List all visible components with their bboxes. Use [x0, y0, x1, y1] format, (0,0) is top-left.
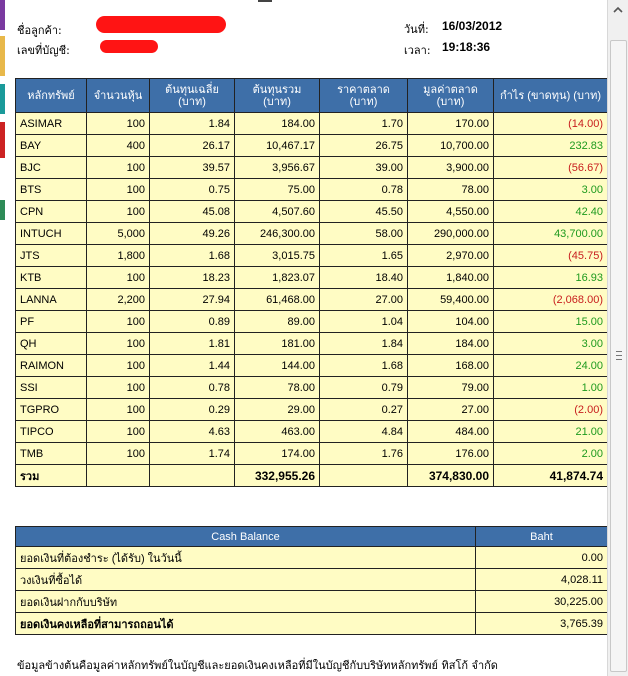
- cash-row: [16, 591, 608, 613]
- cell-market-value: 184.00: [408, 333, 494, 355]
- cell-total-cost: 75.00: [235, 179, 320, 201]
- cell-quantity: 100: [87, 311, 150, 333]
- cell-profit-loss: (56.67): [494, 157, 608, 179]
- portfolio-row: [16, 157, 608, 179]
- cell-quantity: 5,000: [87, 223, 150, 245]
- cell-profit-loss: 232.83: [494, 135, 608, 157]
- cell-market-value: 484.00: [408, 421, 494, 443]
- cash-row-label: วงเงินที่ซื้อได้: [16, 569, 476, 591]
- cash-header-baht: Baht: [476, 527, 608, 547]
- cell-avg-cost: 1.74: [150, 443, 235, 465]
- cell-avg-cost: 1.68: [150, 245, 235, 267]
- cell-symbol: TIPCO: [16, 421, 87, 443]
- cell-avg-cost: 0.75: [150, 179, 235, 201]
- cell-market-price: 1.84: [320, 333, 408, 355]
- vertical-scrollbar[interactable]: [607, 0, 628, 676]
- cell-quantity: 100: [87, 421, 150, 443]
- total-qty-empty: [87, 465, 150, 487]
- cash-row-value: 4,028.11: [476, 569, 608, 591]
- cell-market-price: 45.50: [320, 201, 408, 223]
- cell-market-price: 1.68: [320, 355, 408, 377]
- portfolio-row: [16, 135, 608, 157]
- portfolio-row: [16, 399, 608, 421]
- cell-market-price: 27.00: [320, 289, 408, 311]
- customer-label: ชื่อลูกค้า:: [17, 24, 62, 37]
- cell-profit-loss: (45.75): [494, 245, 608, 267]
- cell-total-cost: 184.00: [235, 113, 320, 135]
- cell-market-value: 168.00: [408, 355, 494, 377]
- cash-row-label: ยอดเงินคงเหลือที่สามารถถอนได้: [16, 613, 476, 635]
- cell-symbol: QH: [16, 333, 87, 355]
- cash-header-label: Cash Balance: [16, 527, 476, 547]
- cell-symbol: TGPRO: [16, 399, 87, 421]
- cell-avg-cost: 26.17: [150, 135, 235, 157]
- cell-total-cost: 181.00: [235, 333, 320, 355]
- portfolio-row: [16, 443, 608, 465]
- portfolio-row: [16, 201, 608, 223]
- cell-market-value: 176.00: [408, 443, 494, 465]
- cell-avg-cost: 4.63: [150, 421, 235, 443]
- cell-symbol: KTB: [16, 267, 87, 289]
- cell-quantity: 100: [87, 201, 150, 223]
- cell-market-value: 4,550.00: [408, 201, 494, 223]
- cash-balance-table: [15, 526, 608, 635]
- portfolio-table: [15, 78, 608, 487]
- col-header-market-value: มูลค่าตลาด (บาท): [408, 79, 494, 113]
- cell-quantity: 100: [87, 157, 150, 179]
- time-value: 19:18:36: [442, 40, 491, 54]
- cell-total-cost: 29.00: [235, 399, 320, 421]
- cell-total-cost: 1,823.07: [235, 267, 320, 289]
- cell-market-value: 170.00: [408, 113, 494, 135]
- cell-profit-loss: 42.40: [494, 201, 608, 223]
- portfolio-row: [16, 245, 608, 267]
- cell-profit-loss: 24.00: [494, 355, 608, 377]
- cell-total-cost: 463.00: [235, 421, 320, 443]
- portfolio-row: [16, 377, 608, 399]
- cell-avg-cost: 0.78: [150, 377, 235, 399]
- cell-quantity: 100: [87, 443, 150, 465]
- cell-profit-loss: 43,700.00: [494, 223, 608, 245]
- cell-avg-cost: 39.57: [150, 157, 235, 179]
- cell-quantity: 100: [87, 113, 150, 135]
- portfolio-row: [16, 113, 608, 135]
- cell-market-value: 10,700.00: [408, 135, 494, 157]
- cell-symbol: SSI: [16, 377, 87, 399]
- portfolio-row: [16, 421, 608, 443]
- cell-quantity: 100: [87, 179, 150, 201]
- cash-row-label: ยอดเงินที่ต้องชำระ (ได้รับ) ในวันนี้: [16, 547, 476, 569]
- cash-row-value: 30,225.00: [476, 591, 608, 613]
- portfolio-row: [16, 311, 608, 333]
- cell-symbol: LANNA: [16, 289, 87, 311]
- top-edge-mark: [258, 0, 272, 2]
- portfolio-row: [16, 223, 608, 245]
- cell-profit-loss: 1.00: [494, 377, 608, 399]
- cell-market-price: 1.65: [320, 245, 408, 267]
- cell-total-cost: 3,015.75: [235, 245, 320, 267]
- scroll-up-arrow-icon[interactable]: [612, 4, 624, 16]
- portfolio-row: [16, 267, 608, 289]
- cash-row-value: 0.00: [476, 547, 608, 569]
- cell-total-cost: 174.00: [235, 443, 320, 465]
- cell-symbol: BTS: [16, 179, 87, 201]
- cell-symbol: TMB: [16, 443, 87, 465]
- cell-avg-cost: 0.89: [150, 311, 235, 333]
- cash-header-row: [16, 527, 608, 547]
- cell-avg-cost: 45.08: [150, 201, 235, 223]
- cell-total-cost: 3,956.67: [235, 157, 320, 179]
- cell-market-price: 0.78: [320, 179, 408, 201]
- cash-row-value: 3,765.39: [476, 613, 608, 635]
- cell-market-price: 0.27: [320, 399, 408, 421]
- cell-quantity: 100: [87, 399, 150, 421]
- cell-profit-loss: 3.00: [494, 179, 608, 201]
- cash-row: [16, 547, 608, 569]
- cell-profit-loss: (14.00): [494, 113, 608, 135]
- cash-row: [16, 613, 608, 635]
- date-value: 16/03/2012: [442, 19, 503, 33]
- total-cost: 332,955.26: [235, 465, 320, 487]
- cell-market-price: 1.70: [320, 113, 408, 135]
- cell-quantity: 100: [87, 267, 150, 289]
- col-header-market-price: ราคาตลาด (บาท): [320, 79, 408, 113]
- account-number-redaction: [100, 40, 158, 53]
- date-label: วันที่:: [404, 23, 429, 36]
- cell-quantity: 1,800: [87, 245, 150, 267]
- cell-profit-loss: 16.93: [494, 267, 608, 289]
- col-header-total-cost: ต้นทุนรวม (บาท): [235, 79, 320, 113]
- cell-total-cost: 89.00: [235, 311, 320, 333]
- cell-total-cost: 10,467.17: [235, 135, 320, 157]
- cell-market-price: 4.84: [320, 421, 408, 443]
- cell-profit-loss: (2.00): [494, 399, 608, 421]
- cell-avg-cost: 27.94: [150, 289, 235, 311]
- scroll-grip-icon: [616, 351, 622, 360]
- cell-avg-cost: 0.29: [150, 399, 235, 421]
- cell-profit-loss: 15.00: [494, 311, 608, 333]
- cell-profit-loss: 21.00: [494, 421, 608, 443]
- cell-market-value: 1,840.00: [408, 267, 494, 289]
- cell-market-value: 78.00: [408, 179, 494, 201]
- cell-symbol: CPN: [16, 201, 87, 223]
- portfolio-row: [16, 333, 608, 355]
- cell-avg-cost: 49.26: [150, 223, 235, 245]
- cash-row-label: ยอดเงินฝากกับบริษัท: [16, 591, 476, 613]
- cell-market-price: 18.40: [320, 267, 408, 289]
- cell-symbol: JTS: [16, 245, 87, 267]
- portfolio-row: [16, 355, 608, 377]
- account-label: เลขที่บัญชี:: [17, 44, 70, 57]
- cell-avg-cost: 1.44: [150, 355, 235, 377]
- cell-total-cost: 61,468.00: [235, 289, 320, 311]
- cell-avg-cost: 1.81: [150, 333, 235, 355]
- col-header-profit-loss: กำไร (ขาดทุน) (บาท): [494, 79, 608, 113]
- portfolio-row: [16, 179, 608, 201]
- cell-quantity: 100: [87, 333, 150, 355]
- cell-market-value: 2,970.00: [408, 245, 494, 267]
- col-header-quantity: จำนวนหุ้น: [87, 79, 150, 113]
- col-header-avg-cost: ต้นทุนเฉลี่ย (บาท): [150, 79, 235, 113]
- cell-total-cost: 144.00: [235, 355, 320, 377]
- cell-quantity: 2,200: [87, 289, 150, 311]
- total-price-empty: [320, 465, 408, 487]
- cell-market-price: 1.04: [320, 311, 408, 333]
- cell-profit-loss: 2.00: [494, 443, 608, 465]
- time-label: เวลา:: [404, 44, 431, 57]
- cell-total-cost: 4,507.60: [235, 201, 320, 223]
- col-header-symbol: หลักทรัพย์: [16, 79, 87, 113]
- cell-total-cost: 246,300.00: [235, 223, 320, 245]
- customer-name-redaction: [96, 16, 226, 33]
- portfolio-total-row: [16, 465, 608, 487]
- cell-symbol: BAY: [16, 135, 87, 157]
- cell-symbol: RAIMON: [16, 355, 87, 377]
- cell-symbol: BJC: [16, 157, 87, 179]
- portfolio-header-row: [16, 79, 608, 113]
- cell-symbol: INTUCH: [16, 223, 87, 245]
- cell-market-price: 0.79: [320, 377, 408, 399]
- cell-quantity: 100: [87, 377, 150, 399]
- cell-market-value: 104.00: [408, 311, 494, 333]
- cell-market-value: 59,400.00: [408, 289, 494, 311]
- total-profit-loss: 41,874.74: [494, 465, 608, 487]
- cell-market-value: 79.00: [408, 377, 494, 399]
- cell-profit-loss: 3.00: [494, 333, 608, 355]
- cell-market-value: 290,000.00: [408, 223, 494, 245]
- background-window-strip: [0, 0, 6, 676]
- cell-quantity: 400: [87, 135, 150, 157]
- cell-market-price: 39.00: [320, 157, 408, 179]
- cell-market-price: 1.76: [320, 443, 408, 465]
- footer-note: ข้อมูลข้างต้นคือมูลค่าหลักทรัพย์ในบัญชีและยอดเงินคงเหลือที่มีในบัญชีกับบริษัทหลักทรัพย์ ทิสโก้ จำกัด: [17, 659, 498, 672]
- cell-symbol: ASIMAR: [16, 113, 87, 135]
- portfolio-row: [16, 289, 608, 311]
- scrollbar-thumb[interactable]: [610, 40, 627, 672]
- cell-total-cost: 78.00: [235, 377, 320, 399]
- total-label: รวม: [16, 465, 87, 487]
- cell-market-price: 26.75: [320, 135, 408, 157]
- cell-avg-cost: 1.84: [150, 113, 235, 135]
- cell-quantity: 100: [87, 355, 150, 377]
- cell-profit-loss: (2,068.00): [494, 289, 608, 311]
- cell-symbol: PF: [16, 311, 87, 333]
- cell-market-price: 58.00: [320, 223, 408, 245]
- total-avg-empty: [150, 465, 235, 487]
- total-market-value: 374,830.00: [408, 465, 494, 487]
- cell-market-value: 27.00: [408, 399, 494, 421]
- cell-market-value: 3,900.00: [408, 157, 494, 179]
- cash-row: [16, 569, 608, 591]
- cell-avg-cost: 18.23: [150, 267, 235, 289]
